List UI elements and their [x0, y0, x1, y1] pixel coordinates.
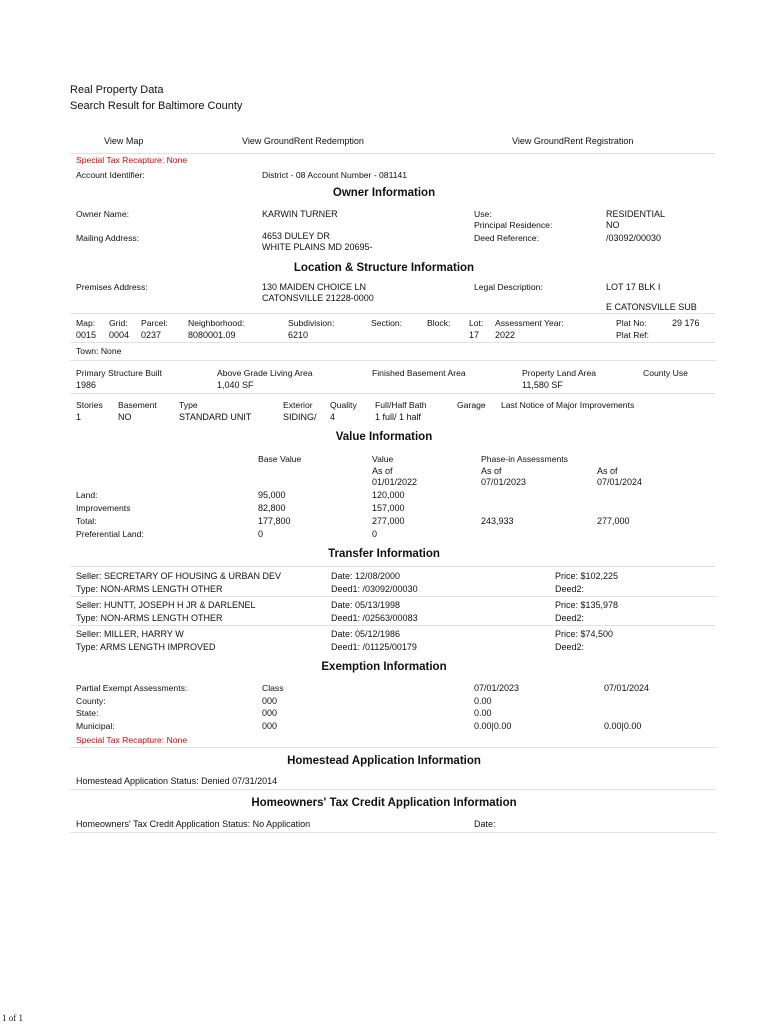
- page-number: 1 of 1: [2, 1013, 23, 1023]
- location-structure-heading: Location & Structure Information: [293, 262, 475, 274]
- transfer-seller: Seller: MILLER, HARRY W: [76, 629, 184, 639]
- transfer-price: Price: $74,500: [555, 629, 614, 639]
- value-row-value: 0: [372, 529, 378, 539]
- exemption-row-value1: 0.00: [474, 708, 492, 718]
- exterior-header: Exterior: [283, 400, 313, 410]
- transfer-deed1: Deed1: /01125/00179: [331, 642, 417, 652]
- phase-in-date-1: 07/01/2023: [481, 477, 527, 487]
- section-header: Section:: [371, 318, 403, 328]
- exemption-row-label: County:: [76, 696, 106, 706]
- neighborhood-header: Neighborhood:: [188, 318, 245, 328]
- plat-no-value: 29 176: [672, 318, 700, 328]
- special-tax-recapture: Special Tax Recapture: None: [76, 155, 188, 165]
- value-row-phase2: 277,000: [597, 516, 630, 526]
- divider: [70, 342, 716, 343]
- value-row-value: 277,000: [372, 516, 405, 526]
- transfer-price: Price: $102,225: [555, 571, 619, 581]
- exemption-row-class: 000: [262, 721, 278, 731]
- premises-address-label: Premises Address:: [76, 282, 148, 292]
- use-label: Use:: [474, 209, 492, 219]
- homeowners-tax-credit-status: Homeowners' Tax Credit Application Status: No Application: [76, 819, 311, 829]
- subdivision-value: 6210: [288, 330, 309, 340]
- account-identifier-value: District - 08 Account Number - 081141: [262, 170, 408, 180]
- legal-description-label: Legal Description:: [474, 282, 543, 292]
- transfer-deed1: Deed1: /03092/00030: [331, 584, 418, 594]
- grid-header: Grid:: [109, 318, 128, 328]
- structure-built-header: Primary Structure Built: [76, 368, 162, 378]
- divider: [70, 747, 716, 748]
- owner-name-value: KARWIN TURNER: [262, 209, 338, 219]
- exemption-date-1: 07/01/2023: [474, 683, 520, 693]
- value-row-base: 177,800: [258, 516, 291, 526]
- transfer-deed2: Deed2:: [555, 584, 585, 594]
- principal-residence-value: NO: [606, 220, 620, 230]
- divider: [70, 153, 716, 154]
- phase-in-header: Phase-in Assessments: [481, 454, 568, 464]
- transfer-date: Date: 05/12/1986: [331, 629, 401, 639]
- lot-header: Lot:: [469, 318, 484, 328]
- page-title: Real Property Data: [70, 84, 164, 96]
- as-of-label: As of: [372, 466, 393, 476]
- page-subtitle: Search Result for Baltimore County: [70, 100, 243, 112]
- type-value: STANDARD UNIT: [179, 412, 252, 422]
- map-value: 0015: [76, 330, 97, 340]
- garage-header: Garage: [457, 400, 486, 410]
- transfer-information-heading: Transfer Information: [328, 548, 440, 560]
- as-of-label: As of: [481, 466, 502, 476]
- view-groundrent-registration-link[interactable]: View GroundRent Registration: [512, 136, 634, 146]
- deed-reference-value: /03092/00030: [606, 233, 662, 243]
- above-grade-area-value: 1,040 SF: [217, 380, 254, 390]
- value-row-label: Total:: [76, 516, 97, 526]
- lot-value: 17: [469, 330, 480, 340]
- transfer-seller: Seller: SECRETARY OF HOUSING & URBAN DEV: [76, 571, 282, 581]
- value-date: 01/01/2022: [372, 477, 418, 487]
- divider: [70, 625, 716, 626]
- parcel-header: Parcel:: [141, 318, 168, 328]
- premises-address-line2: CATONSVILLE 21228-0000: [262, 293, 374, 303]
- quality-value: 4: [330, 412, 336, 422]
- use-value: RESIDENTIAL: [606, 209, 666, 219]
- basement-header: Basement: [118, 400, 157, 410]
- value-row-label: Improvements: [76, 503, 131, 513]
- value-row-base: 82,800: [258, 503, 286, 513]
- land-area-header: Property Land Area: [522, 368, 597, 378]
- map-header: Map:: [76, 318, 96, 328]
- mailing-address-line1: 4653 DULEY DR: [262, 231, 330, 241]
- transfer-price: Price: $135,978: [555, 600, 619, 610]
- principal-residence-label: Principal Residence:: [474, 220, 553, 230]
- type-header: Type: [179, 400, 198, 410]
- as-of-label: As of: [597, 466, 618, 476]
- assessment-year-value: 2022: [495, 330, 516, 340]
- divider: [70, 566, 716, 567]
- phase-in-date-2: 07/01/2024: [597, 477, 643, 487]
- value-header: Value: [372, 454, 394, 464]
- transfer-type: Type: NON-ARMS LENGTH OTHER: [76, 613, 223, 623]
- transfer-deed2: Deed2:: [555, 613, 585, 623]
- view-map-link[interactable]: View Map: [104, 136, 144, 146]
- value-row-base: 95,000: [258, 490, 286, 500]
- divider: [70, 313, 716, 314]
- bath-header: Full/Half Bath: [375, 400, 427, 410]
- value-row-base: 0: [258, 529, 264, 539]
- special-tax-recapture: Special Tax Recapture: None: [76, 735, 188, 745]
- deed-reference-label: Deed Reference:: [474, 233, 539, 243]
- value-row-phase1: 243,933: [481, 516, 514, 526]
- transfer-seller: Seller: HUNTT, JOSEPH H JR & DARLENEL: [76, 600, 256, 610]
- value-row-label: Land:: [76, 490, 98, 500]
- legal-description-line1: LOT 17 BLK I: [606, 282, 661, 292]
- stories-value: 1: [76, 412, 82, 422]
- stories-header: Stories: [76, 400, 103, 410]
- exemption-row-value1: 0.00: [474, 696, 492, 706]
- parcel-value: 0237: [141, 330, 162, 340]
- homestead-heading: Homestead Application Information: [287, 755, 481, 767]
- legal-description-line2: E CATONSVILLE SUB: [606, 302, 697, 312]
- exemption-row-class: 000: [262, 696, 278, 706]
- quality-header: Quality: [330, 400, 357, 410]
- premises-address-line1: 130 MAIDEN CHOICE LN: [262, 282, 367, 292]
- exemption-row-value1: 0.00|0.00: [474, 721, 512, 731]
- transfer-date: Date: 05/13/1998: [331, 600, 401, 610]
- homeowners-tax-credit-date: Date:: [474, 819, 496, 829]
- finished-basement-header: Finished Basement Area: [372, 368, 466, 378]
- account-identifier-label: Account Identifier:: [76, 170, 145, 180]
- mailing-address-label: Mailing Address:: [76, 233, 140, 243]
- owner-information-heading: Owner Information: [332, 187, 436, 199]
- bath-value: 1 full/ 1 half: [375, 412, 422, 422]
- homestead-status: Homestead Application Status: Denied 07/31/2014: [76, 776, 278, 786]
- divider: [70, 832, 716, 833]
- assessment-year-header: Assessment Year:: [495, 318, 564, 328]
- divider: [70, 393, 716, 394]
- transfer-type: Type: ARMS LENGTH IMPROVED: [76, 642, 216, 652]
- exemption-date-2: 07/01/2024: [604, 683, 650, 693]
- value-row-value: 120,000: [372, 490, 405, 500]
- transfer-type: Type: NON-ARMS LENGTH OTHER: [76, 584, 223, 594]
- basement-value: NO: [118, 412, 132, 422]
- plat-ref-header: Plat Ref:: [616, 330, 649, 340]
- partial-exempt-header: Partial Exempt Assessments:: [76, 683, 188, 693]
- subdivision-header: Subdivision:: [288, 318, 335, 328]
- transfer-deed2: Deed2:: [555, 642, 585, 652]
- land-area-value: 11,580 SF: [522, 380, 563, 390]
- exemption-row-value2: 0.00|0.00: [604, 721, 642, 731]
- value-row-value: 157,000: [372, 503, 405, 513]
- divider: [70, 360, 716, 361]
- improvements-header: Last Notice of Major Improvements: [501, 400, 635, 410]
- view-groundrent-redemption-link[interactable]: View GroundRent Redemption: [242, 136, 364, 146]
- value-row-label: Preferential Land:: [76, 529, 144, 539]
- county-use-header: County Use: [643, 368, 688, 378]
- neighborhood-value: 8080001.09: [188, 330, 236, 340]
- divider: [70, 789, 716, 790]
- transfer-deed1: Deed1: /02563/00083: [331, 613, 418, 623]
- base-value-header: Base Value: [258, 454, 302, 464]
- owner-name-label: Owner Name:: [76, 209, 130, 219]
- structure-built-value: 1986: [76, 380, 97, 390]
- above-grade-area-header: Above Grade Living Area: [217, 368, 313, 378]
- exemption-row-label: Municipal:: [76, 721, 115, 731]
- value-information-heading: Value Information: [335, 431, 433, 443]
- homeowners-tax-credit-heading: Homeowners' Tax Credit Application Information: [251, 797, 517, 809]
- exemption-row-class: 000: [262, 708, 278, 718]
- transfer-date: Date: 12/08/2000: [331, 571, 401, 581]
- exemption-row-label: State:: [76, 708, 99, 718]
- grid-value: 0004: [109, 330, 130, 340]
- exterior-value: SIDING/: [283, 412, 317, 422]
- plat-no-header: Plat No:: [616, 318, 647, 328]
- town-value: Town: None: [76, 346, 122, 356]
- divider: [70, 596, 716, 597]
- block-header: Block:: [427, 318, 451, 328]
- class-header: Class: [262, 683, 284, 693]
- exemption-information-heading: Exemption Information: [321, 661, 447, 673]
- mailing-address-line2: WHITE PLAINS MD 20695-: [262, 242, 373, 252]
